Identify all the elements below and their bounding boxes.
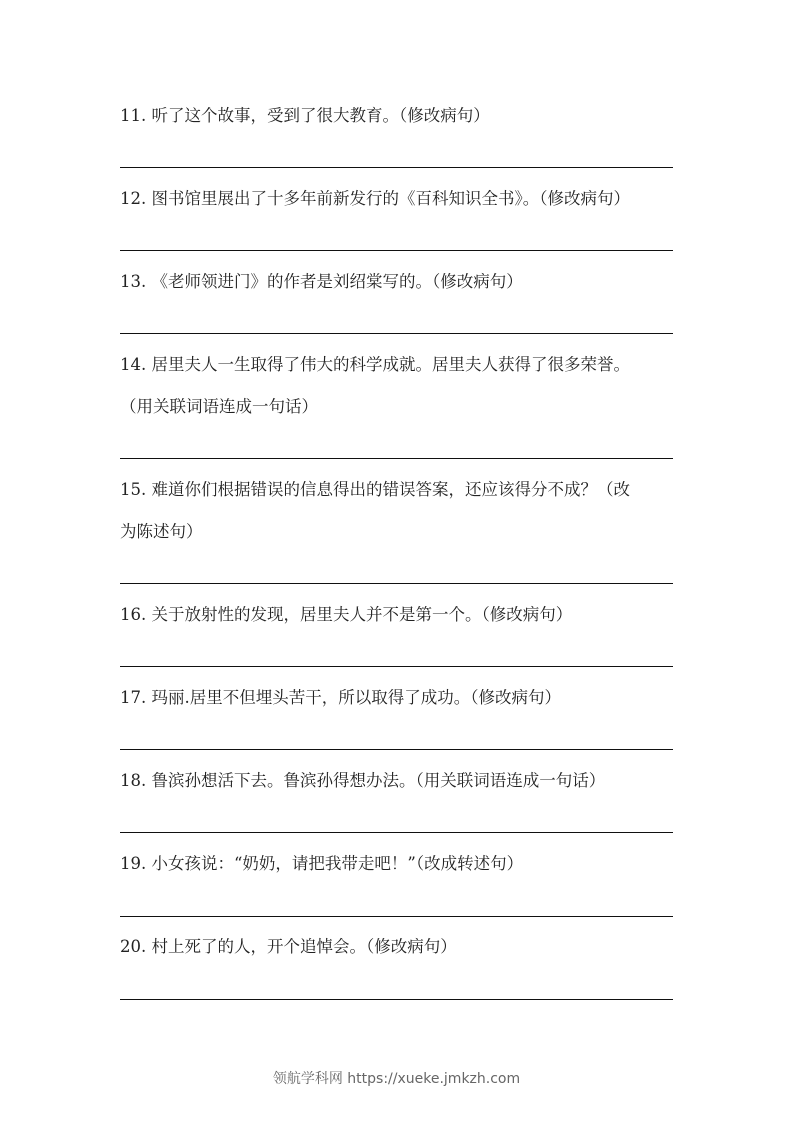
question-11 <box>120 95 680 137</box>
question-18 <box>120 760 680 802</box>
question-13 <box>120 261 680 303</box>
question-text: 15. 难道你们根据错误的信息得出的错误答案，还应该得分不成？（改 <box>120 480 630 499</box>
question-15 <box>120 469 680 553</box>
question-text: 11. 听了这个故事，受到了很大教育。（修改病句） <box>120 106 490 125</box>
question-text: 20. 村上死了的人，开个追悼会。（修改病句） <box>120 937 457 956</box>
answer-line-11[interactable] <box>120 167 673 168</box>
answer-line-18[interactable] <box>120 832 673 833</box>
question-20 <box>120 926 680 968</box>
answer-line-17[interactable] <box>120 749 673 750</box>
question-17 <box>120 677 680 719</box>
question-text: 13. 《老师领进门》的作者是刘绍棠写的。（修改病句） <box>120 272 523 291</box>
question-text: 14. 居里夫人一生取得了伟大的科学成就。居里夫人获得了很多荣誉。 <box>120 355 630 374</box>
answer-line-14[interactable] <box>120 458 673 459</box>
footer-watermark: 领航学科网 https://xueke.jmkzh.com <box>272 1071 521 1087</box>
question-text: 18. 鲁滨孙想活下去。鲁滨孙得想办法。（用关联词语连成一句话） <box>120 771 606 790</box>
answer-line-13[interactable] <box>120 333 673 334</box>
question-text: 19. 小女孩说：“奶奶，请把我带走吧！”（改成转述句） <box>120 854 524 873</box>
question-text-continued: （用关联词语连成一句话） <box>120 397 318 416</box>
question-text-continued: 为陈述句） <box>120 522 203 541</box>
question-text: 16. 关于放射性的发现，居里夫人并不是第一个。（修改病句） <box>120 605 573 624</box>
answer-line-20[interactable] <box>120 999 673 1000</box>
question-text: 17. 玛丽.居里不但埋头苦干，所以取得了成功。（修改病句） <box>120 688 561 707</box>
question-16 <box>120 594 680 636</box>
answer-line-12[interactable] <box>120 250 673 251</box>
question-19 <box>120 843 680 885</box>
answer-line-16[interactable] <box>120 666 673 667</box>
question-12 <box>120 178 680 220</box>
question-14 <box>120 344 680 428</box>
answer-line-15[interactable] <box>120 583 673 584</box>
answer-line-19[interactable] <box>120 916 673 917</box>
question-text: 12. 图书馆里展出了十多年前新发行的《百科知识全书》。（修改病句） <box>120 189 630 208</box>
